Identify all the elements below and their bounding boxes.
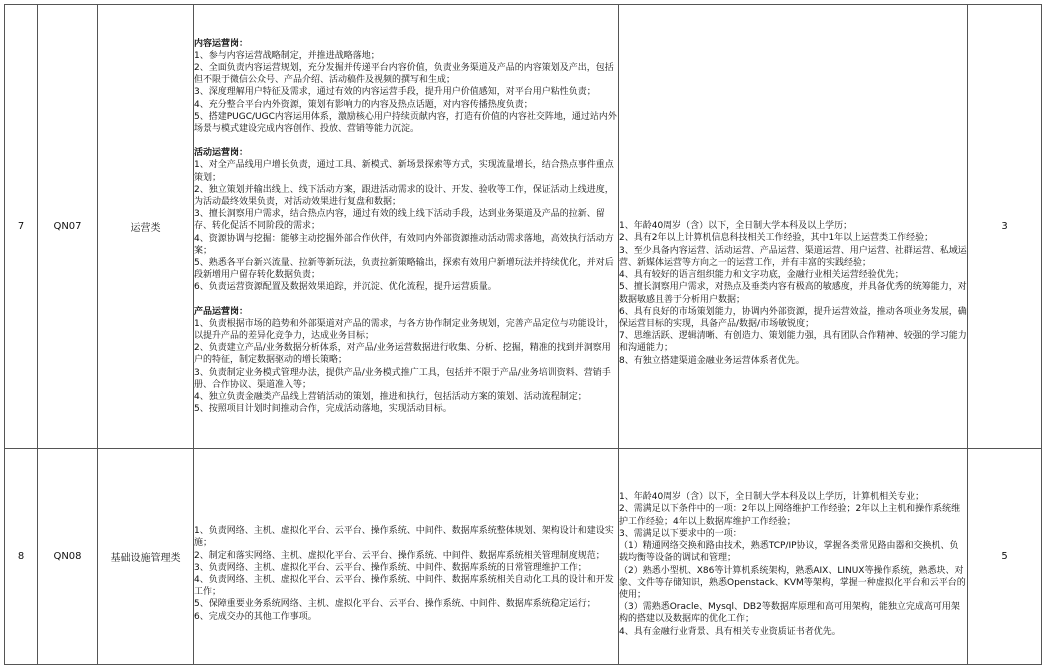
duty-block [194, 38, 618, 136]
requirement-line: 8、有独立搭建渠道金融业务运营体系者优先。 [619, 355, 805, 366]
duty-line: 4、独立负责金融类产品线上营销活动的策划，推进和执行，包括活动方案的策划、活动流程制定； [194, 392, 587, 403]
duty-line: 2、制定和落实网络、主机、虚拟化平台、云平台、操作系统、中间件、数据库系统相关管理制度规范； [194, 550, 605, 561]
requirement-line: 6、具有良好的市场策划能力，协调内外部资源，提升运营效益，推动各项业务发展，确保运营目标的实现，具备产品/数据/市场敏锐度； [619, 306, 967, 329]
position-code: QN07 [38, 5, 98, 449]
requirement-line: 4、具有较好的语言组织能力和文字功底，金融行业相关运营经验优先； [619, 270, 904, 281]
duty-line: 1、负责网络、主机、虚拟化平台、云平台、操作系统、中间件、数据库系统整体规划、架构设计和建设实施； [194, 526, 614, 549]
duty-block [194, 306, 618, 416]
headcount: 5 [968, 449, 1042, 665]
headcount: 3 [968, 5, 1042, 449]
duty-line: 2、负责建立产品/业务数据分析体系，对产品/业务运营数据进行收集、分析、挖掘，精准的找到并洞察用户的特征，制定数据驱动的增长策略； [194, 343, 611, 366]
requirement-line: （2）熟悉小型机、X86等计算机系统架构，熟悉AIX、LINUX等操作系统，熟悉块、对象、文件等存储知识，熟悉Openstack、KVM等架构，掌握一种虚拟化平台和云平台的使用； [619, 565, 966, 600]
duty-block [194, 147, 618, 293]
duty-block-title: 内容运营岗： [194, 38, 249, 49]
duty-line: 5、按照项目计划时间推动合作，完成活动落地，实现活动目标。 [194, 404, 452, 415]
duty-line: 4、充分整合平台内外资源，策划有影响力的内容及热点话题，对内容传播热度负责； [194, 99, 533, 110]
duty-line: 5、搭建PUGC/UGC内容运用体系，激励核心用户持续贡献内容，打造有价值的内容社交阵地，通过站内外场景与模式建设完成内容创作、投放、营销等能力沉淀。 [194, 111, 617, 134]
duty-line: 3、擅长洞察用户需求，结合热点内容，通过有效的线上线下活动手段，达到业务渠道及产品的拉新、留存、转化促活不同阶段的需求； [194, 209, 605, 232]
requirement-line: （3）需熟悉Oracle、Mysql、DB2等数据库原理和高可用架构，能独立完成高可用架构的搭建以及数据库的优化工作； [619, 602, 960, 625]
duty-line: 1、对全产品线用户增长负责，通过工具、新模式、新场景探索等方式，实现流量增长，结合热点事件重点策划； [194, 160, 614, 183]
row-number: 8 [5, 449, 38, 665]
requirement-line: 3、需满足以下要求中的一项： [619, 528, 742, 539]
duty-line: 1、负责根据市场的趋势和外部渠道对产品的需求，与各方协作制定业务规划，完善产品定位与功能设计，以提升产品的差异化竞争力，达成业务目标； [194, 318, 614, 342]
requirement-line: 7、思维活跃、逻辑清晰、有创造力、策划能力强，具有团队合作精神、较强的学习能力和沟通能力； [619, 331, 967, 354]
requirement-line: 2、具有2年以上计算机信息科技相关工作经验，其中1年以上运营类工作经验； [619, 233, 934, 244]
position-category: 运营类 [98, 5, 194, 449]
duty-block-title: 活动运营岗： [194, 148, 249, 159]
duty-line: 6、完成交办的其他工作事项。 [194, 611, 317, 622]
requirement-line: 2、需满足以下条件中的一项：2年以上网络维护工作经验；2年以上主机和操作系统维护工作经验；4年以上数据库维护工作经验； [619, 504, 961, 527]
job-duties [194, 449, 619, 665]
row-number: 7 [5, 5, 38, 449]
requirement-line: 1、年龄40周岁（含）以下，全日制大学本科及以上学历，计算机相关专业； [619, 492, 925, 503]
duty-line: 3、深度理解用户特征及需求，通过有效的内容运营手段，提升用户价值感知，对平台用户粘性负责； [194, 87, 596, 98]
job-requirements [619, 449, 968, 665]
duty-line: 1、参与内容运营战略制定，并推进战略落地； [194, 50, 380, 61]
duty-line: 5、保障重要业务系统网络、主机、虚拟化平台、云平台、操作系统、中间件、数据库系统稳定运行； [194, 599, 596, 610]
requirement-line: 5、擅长洞察用户需求，对热点及垂类内容有极高的敏感度，并具备优秀的统筹能力，对数据敏感且善于分析用户数据； [619, 282, 967, 305]
duty-line: 3、负责制定业务模式管理办法，提供产品/业务模式推广工具，包括并不限于产品/业务培训资料、营销手册、合作协议、渠道准入等； [194, 367, 611, 390]
duty-line: 4、资源协调与挖掘：能够主动挖掘外部合作伙伴，有效同内外部资源推动活动需求落地，高效执行活动方案； [194, 233, 614, 256]
duty-line: 2、独立策划并输出线上、线下活动方案，跟进活动需求的设计、开发、验收等工作，保证活动上线进度，为活动最终效果负责，对活动效果进行复盘和数据； [194, 184, 614, 207]
duty-block-title: 产品运营岗： [194, 306, 249, 317]
duty-line: 2、全面负责内容运营规划，充分发掘并传递平台内容价值，负责业务渠道及产品的内容策划及产出，包括但不限于微信公众号、产品介绍、活动稿件及视频的撰写和生成； [194, 62, 614, 86]
duty-line: 5、熟悉各平台新兴流量、拉新等新玩法，负责拉新策略输出，探索有效用户新增玩法并持续优化，并对后段新增用户留存转化数据负责； [194, 258, 614, 281]
job-duties [194, 5, 619, 449]
job-table [4, 4, 1042, 665]
duty-line: 3、负责网络、主机、虚拟化平台、云平台、操作系统、中间件、数据库系统的日常管理维护工作； [194, 562, 587, 573]
job-requirements [619, 5, 968, 449]
duty-line: 4、负责网络、主机、虚拟化平台、云平台、操作系统、中间件、数据库系统相关自动化工具的设计和开发工作； [194, 575, 614, 598]
position-code: QN08 [38, 449, 98, 665]
position-category: 基础设施管理类 [98, 449, 194, 665]
duty-line: 6、负责运营资源配置及数据效果追踪，并沉淀、优化流程，提升运营质量。 [194, 282, 497, 293]
requirement-line: 3、至少具备内容运营、活动运营、产品运营、渠道运营、用户运营、社群运营、私域运营、新媒体运营等方向之一的运营工作，并有丰富的实践经验； [619, 245, 967, 268]
table-row [5, 449, 1042, 665]
requirement-line: 4、具有金融行业背景、具有相关专业资质证书者优先。 [619, 626, 841, 637]
requirement-line: （1）精通网络交换和路由技术，熟悉TCP/IP协议，掌握各类常见路由器和交换机、负载均衡等设备的调试和管理； [619, 541, 959, 564]
requirement-line: 1、年龄40周岁（含）以下，全日制大学本科及以上学历； [619, 221, 853, 232]
table-row [5, 5, 1042, 449]
